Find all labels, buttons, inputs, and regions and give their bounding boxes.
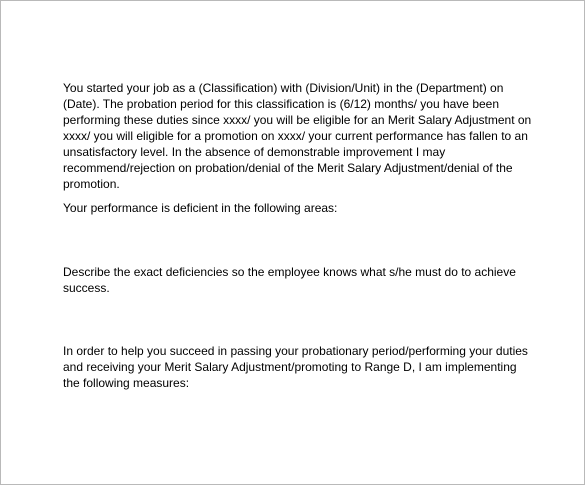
- measures-paragraph: In order to help you succeed in passing your probationary period/performing your duties and receiving your Merit Salary Adjustment/promoting to Range D, I am implementing the following measures:: [63, 344, 528, 390]
- deficiency-areas-paragraph: Your performance is deficient in the following areas:: [63, 201, 338, 215]
- describe-deficiencies-paragraph: Describe the exact deficiencies so the employee knows what s/he must do to achieve success.: [63, 265, 516, 295]
- document-body: [63, 80, 533, 391]
- intro-paragraph: You started your job as a (Classification) with (Division/Unit) in the (Department) on (Date). The probation period for this classification is (6/12) months/ you have been performing these duties since xxxx/ you will be eligible for an Merit Salary Adjustment on xxxx/ you will eligible for a promotion on xxxx/ your current performance has fallen to an unsatisfactory level. In the absence of demonstrable improvement I may recommend/rejection on probation/denial of the Merit Salary Adjustment/denial of the promotion.: [63, 81, 532, 191]
